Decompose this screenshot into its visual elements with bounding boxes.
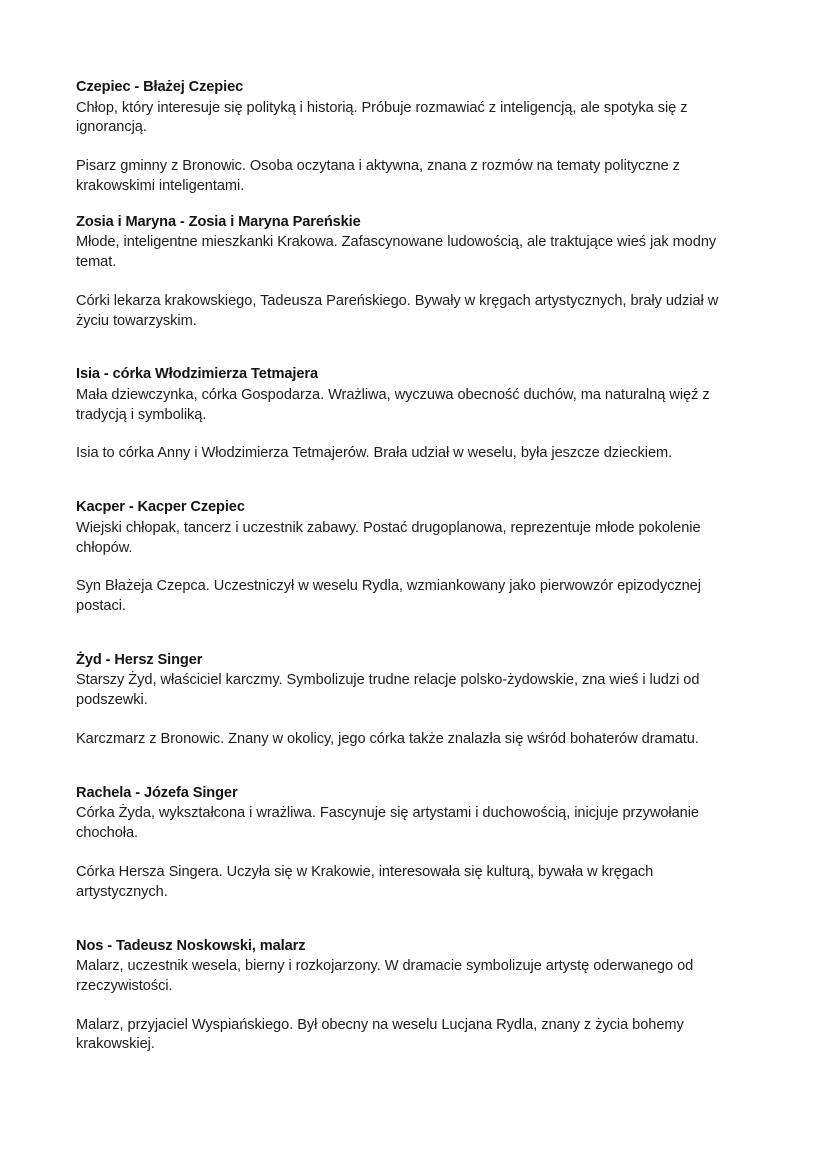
character-entry (76, 498, 748, 617)
character-historical-note: Pisarz gminny z Bronowic. Osoba oczytana i aktywna, znana z rozmów na tematy polityczne z krakowskimi inteligentami. (76, 158, 680, 194)
character-heading: Kacper - Kacper Czepiec (76, 499, 245, 516)
character-description: Starszy Żyd, właściciel karczmy. Symbolizuje trudne relacje polsko-żydowskie, zna wieś i ludzi od podszewki. (76, 672, 700, 709)
character-historical-note: Karczmarz z Bronowic. Znany w okolicy, jego córka także znalazła się wśród bohaterów dramatu. (76, 731, 699, 748)
character-historical-note: Córka Hersza Singera. Uczyła się w Krakowie, interesowała się kulturą, bywała w kręgach artystycznych. (76, 863, 654, 900)
character-heading: Zosia i Maryna - Zosia i Maryna Pareńskie (76, 213, 361, 230)
character-description: Chłop, który interesuje się polityką i historią. Próbuje rozmawiać z inteligencją, ale spotyka się z ignorancją. (76, 99, 688, 136)
character-entry (76, 78, 748, 197)
character-description: Mała dziewczynka, córka Gospodarza. Wrażliwa, wyczuwa obecność duchów, ma naturalną więź z tradycją i symboliką. (76, 386, 710, 423)
character-historical-note: Malarz, przyjaciel Wyspiańskiego. Był obecny na weselu Lucjana Rydla, znany z życia bohemy krakowskiej. (76, 1016, 684, 1053)
character-heading: Nos - Tadeusz Noskowski, malarz (76, 937, 306, 954)
character-heading: Żyd - Hersz Singer (76, 651, 203, 668)
character-description: Malarz, uczestnik wesela, bierny i rozkojarzony. W dramacie symbolizuje artystę oderwanego od rzeczywistości. (76, 958, 694, 994)
character-entry (76, 365, 748, 464)
document-body (76, 78, 748, 1055)
character-historical-note: Syn Błażeja Czepca. Uczestniczył w weselu Rydla, wzmiankowany jako pierwowzór epizodycznej postaci. (76, 578, 701, 615)
character-description: Młode, inteligentne mieszkanki Krakowa. Zafascynowane ludowością, ale traktujące wieś jak modny temat. (76, 234, 717, 270)
character-heading: Czepiec - Błażej Czepiec (76, 79, 244, 95)
character-entry (76, 937, 748, 1056)
character-description: Córka Żyda, wykształcona i wrażliwa. Fascynuje się artystami i duchowością, inicjuje przywołanie chochoła. (76, 805, 699, 842)
character-entry (76, 651, 748, 750)
character-heading: Rachela - Józefa Singer (76, 784, 238, 801)
character-heading: Isia - córka Włodzimierza Tetmajera (76, 366, 318, 383)
character-entry (76, 784, 748, 903)
character-historical-note: Córki lekarza krakowskiego, Tadeusza Pareńskiego. Bywały w kręgach artystycznych, brały udział w życiu towarzyskim. (76, 292, 719, 329)
character-entry (76, 213, 748, 332)
character-description: Wiejski chłopak, tancerz i uczestnik zabawy. Postać drugoplanowa, reprezentuje młode pokolenie chłopów. (76, 519, 701, 556)
character-historical-note: Isia to córka Anny i Włodzimierza Tetmajerów. Brała udział w weselu, była jeszcze dzieckiem. (76, 445, 673, 462)
